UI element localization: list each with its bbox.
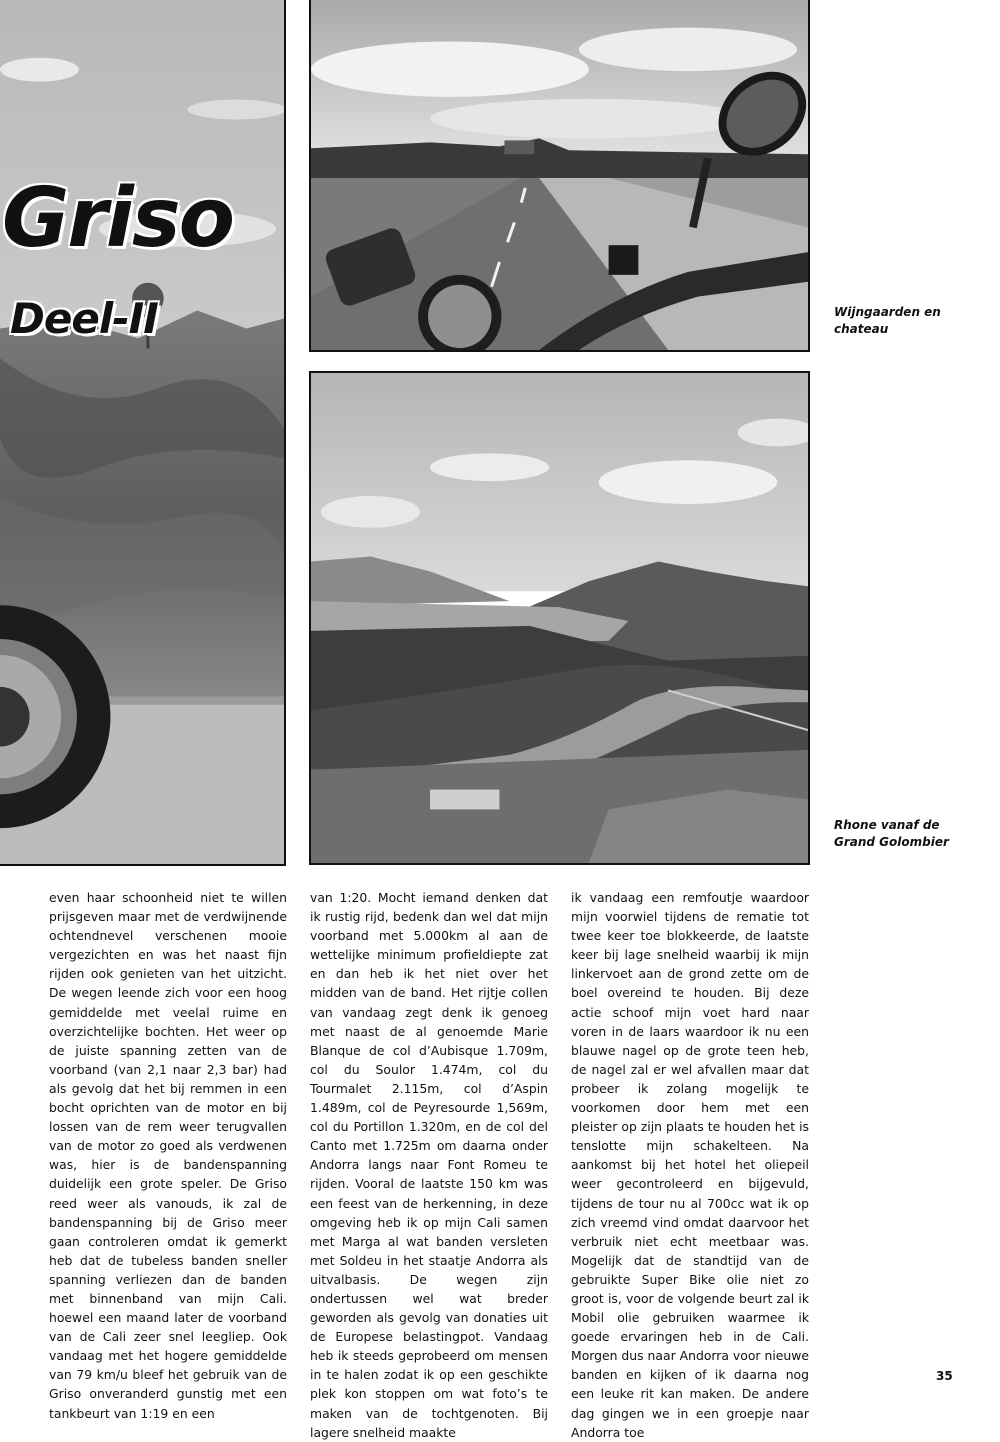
- article-column-3: ik vandaag een remfoutje waardoor mijn voorwiel tijdens de rematie tot twee keer toe blokkeerde, de laatste keer bij lage snelheid waarbij ik mijn linkervoet aan de grond zette om de boel overeind te houden. Bij deze actie schoof mijn voet hard naar voren in de laars waardoor ik nu een blauwe nagel op de grote teen heb, de nagel zal er wel afvallen maar dat probeer ik zolang mogelijk te voorkomen door hem met een pleister op zijn plaats te houden het is tenslotte mijn schakelteen. Na aankomst bij het hotel het oliepeil weer gecontroleerd en bijgevuld, tijdens de tour nu al 700cc wat ik op zich vreemd vind omdat daarvoor het verbruik niet echt meetbaar was. Mogelijk dat de standtijd van de gebruikte Super Bike olie niet zo groot is, voor de volgende beurt zal ik Mobil olie gebruiken waarmee ik goede ervaringen heb in de Cali. Morgen dus naar Andorra voor nieuwe banden en kijken of ik daarna nog een leuke rit kan maken. De andere dag gingen we in een groepje naar Andorra toe: [571, 890, 809, 1440]
- article-column-2: van 1:20. Mocht iemand denken dat ik rustig rijd, bedenk dan wel dat mijn voorband met 5.000km al aan de wettelijke minimum profieldiepte zat en dan heb ik het niet over het midden van de band. Het rijtje collen van vandaag zegt denk ik genoeg met naast de al genoemde Marie Blanque de col d’Aubisque 1.709m, col du Soulor 1.474m, col du Tourmalet 2.115m, col d’Aspin 1.489m, col de Peyresourde 1,569m, col du Portillon 1.320m, en de col del Canto met 1.725m om daarna onder Andorra langs naar Font Romeu te rijden. Vooral de laatste 150 km was een feest van de herkenning, in deze omgeving heb ik op mijn Cali samen met Marga al wat banden versleten met Soldeu in het staatje Andorra als uitvalbasis. De wegen zijn ondertussen wel wat breder geworden als gevolg van donaties uit de Europese belastingpot. Vandaag heb ik steeds geprobeerd om mensen in te halen zodat ik op een geschikte plek kon stoppen om wat foto’s te maken van de tochtgenoten. Bij lagere snelheid maakte: [310, 890, 548, 1440]
- page-number: 35: [936, 1369, 953, 1383]
- article-column-1: even haar schoonheid niet te willen prijsgeven maar met de verdwijnende ochtendnevel verschenen mooie vergezichten en was het naast fijn rijden ook genieten van het uitzicht. De wegen leende zich voor een hoog gemiddelde met veelal ruime en overzichtelijke bochten. Het weer op de juiste spanning zetten van de voorband (van 2,1 naar 2,3 bar) had als gevolg dat het bij remmen in een bocht oprichten van de motor en bij lossen van de rem weer terugvallen van de motor zo goed als verdwenen was, hier is de bandenspanning duidelijk een grote speler. De Griso reed weer als vanouds, ik zal de bandenspanning bij de Griso meer gaan controleren omdat ik gemerkt heb dat de tubeless banden sneller spanning verliezen dan de banden met binnenband van mijn Cali. hoewel een maand later de voorband van de Cali zeer snel leegliep. Ook vandaag met het hogere gemiddelde van 79 km/u bleef het gebruik van de Griso onveranderd gunstig met een tankbeurt van 1:19 en een: [49, 890, 287, 1421]
- article-title: Griso: [2, 171, 233, 266]
- caption-rhone: Rhone vanaf de Grand Golombier: [834, 818, 949, 849]
- photo-vineyard-road: [309, 0, 810, 352]
- article-subtitle: Deel-II: [10, 294, 158, 343]
- caption-road: Wijngaarden en chateau: [834, 305, 941, 336]
- hero-photo-motorcycle: [0, 0, 286, 866]
- photo-rhone-valley: [309, 371, 810, 865]
